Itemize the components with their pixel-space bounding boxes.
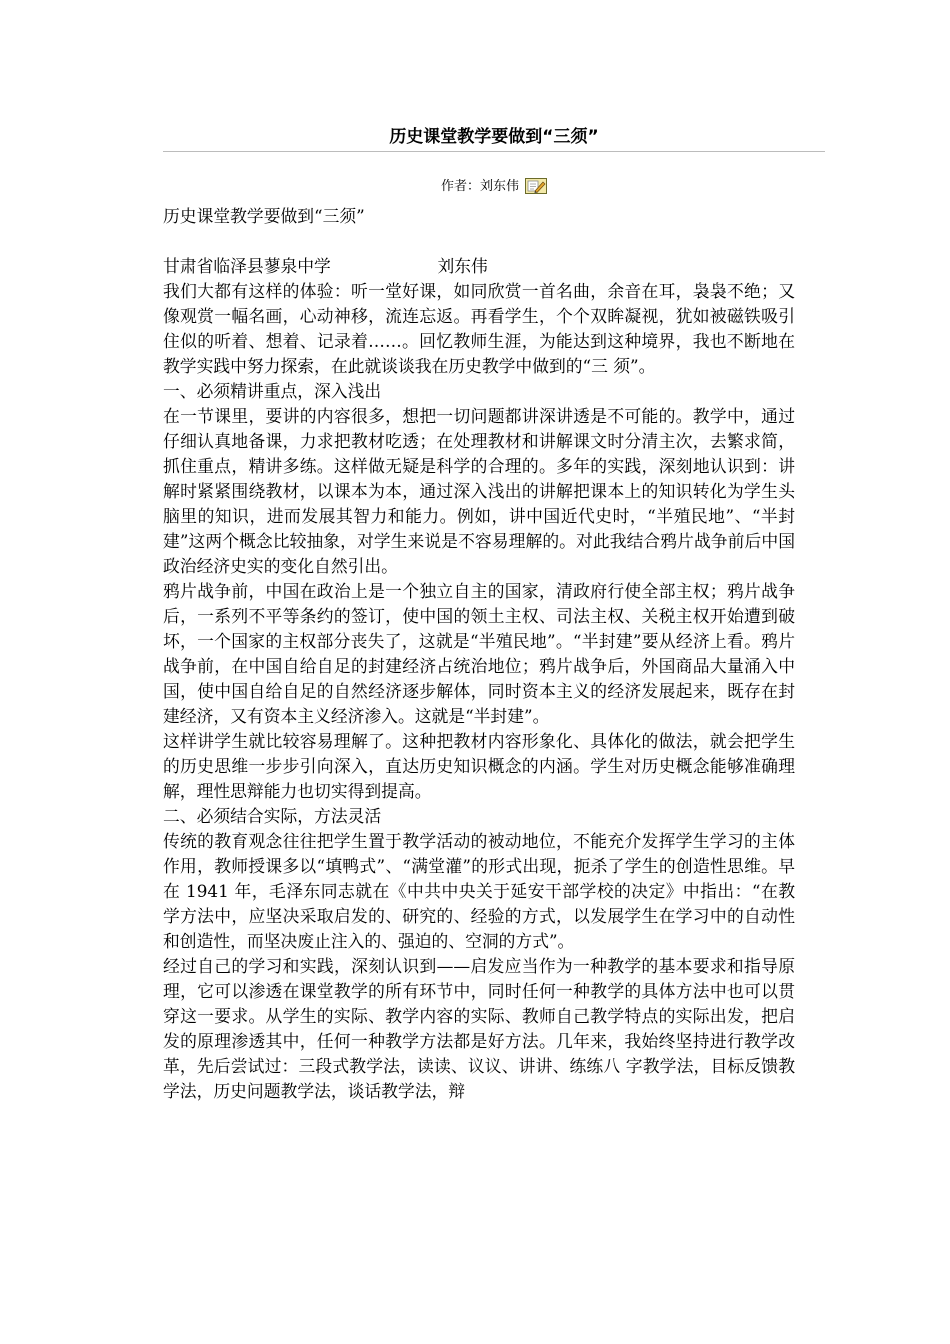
- school-author-line: 甘肃省临泽县蓼泉中学 刘东伟: [163, 256, 488, 276]
- byline: [163, 177, 825, 197]
- paragraph-intro: 我们大都有这样的体验：听一堂好课，如同欣赏一首名曲，余音在耳，袅袅不绝；又像观赏一幅名画，心动神移，流连忘返。再看学生，个个双眸凝视，犹如被磁铁吸引住似的听着、想着、记录着……。回忆教师生涯，为能达到这种境界，我也不断地在教学实践中努力探索，在此就谈谈我在历史教学中做到的“三 须”。: [163, 281, 795, 376]
- section-heading-2: 二、必须结合实际，方法灵活: [163, 806, 382, 826]
- edit-icon[interactable]: [525, 178, 547, 194]
- article-heading: 历史课堂教学要做到“三须”: [163, 206, 365, 226]
- blank-line: [163, 229, 795, 254]
- paragraph-2: 鸦片战争前，中国在政治上是一个独立自主的国家，清政府行使全部主权；鸦片战争后，一系列不平等条约的签订，使中国的领土主权、司法主权、关税主权开始遭到破坏，一个国家的主权部分丧失了，这就是“半殖民地”。“半封建”要从经济上看。鸦片战争前，在中国自给自足的封建经济占统治地位；鸦片战争后，外国商品大量涌入中国，使中国自给自足的自然经济逐步解体，同时资本主义的经济发展起来，既存在封建经济，又有资本主义经济渗入。这就是“半封建”。: [163, 581, 795, 726]
- paragraph-3: 这样讲学生就比较容易理解了。这种把教材内容形象化、具体化的做法，就会把学生的历史思维一步步引向深入，直达历史知识概念的内涵。学生对历史概念能够准确理解，理性思辩能力也切实得到提高。: [163, 731, 795, 801]
- section-heading-1: 一、必须精讲重点，深入浅出: [163, 381, 382, 401]
- article-body: [163, 204, 795, 1104]
- title-divider: [163, 151, 825, 152]
- byline-text: 作者：刘东伟: [440, 179, 519, 194]
- document-title: 历史课堂教学要做到“三须”: [389, 127, 599, 147]
- paragraph-5: 经过自己的学习和实践，深刻认识到——启发应当作为一种教学的基本要求和指导原理，它可以渗透在课堂教学的所有环节中，同时任何一种教学的具体方法中也可以贯穿这一要求。从学生的实际、教学内容的实际、教师自己教学特点的实际出发，把启发的原理渗透其中，任何一种教学方法都是好方法。几年来，我始终坚持进行教学改革，先后尝试过：三段式教学法，读读、议议、讲讲、练练八 字教学法，目标反馈教学法，历史问题教学法，谈话教学法，辩: [163, 956, 795, 1101]
- paragraph-1: 在一节课里，要讲的内容很多，想把一切问题都讲深讲透是不可能的。教学中，通过仔细认真地备课，力求把教材吃透；在处理教材和讲解课文时分清主次，去繁求简，抓住重点，精讲多练。这样做无疑是科学的合理的。多年的实践，深刻地认识到：讲解时紧紧围绕教材，以课本为本，通过深入浅出的讲解把课本上的知识转化为学生头脑里的知识，进而发展其智力和能力。例如，讲中国近代史时，“半殖民地”、“半封建”这两个概念比较抽象，对学生来说是不容易理解的。对此我结合鸦片战争前后中国政治经济史实的变化自然引出。: [163, 406, 795, 576]
- paragraph-4: 传统的教育观念往往把学生置于教学活动的被动地位，不能充介发挥学生学习的主体作用，教师授课多以“填鸭式”、“满堂灌”的形式出现，扼杀了学生的创造性思维。早在 1941 年，毛泽东同志就在《中共中央关于延安干部学校的决定》中指出：“在教学方法中，应坚决采取启发的、研究的、经验的方式，以发展学生在学习中的自动性和创造性，而坚决废止注入的、强迫的、空洞的方式”。: [163, 831, 795, 951]
